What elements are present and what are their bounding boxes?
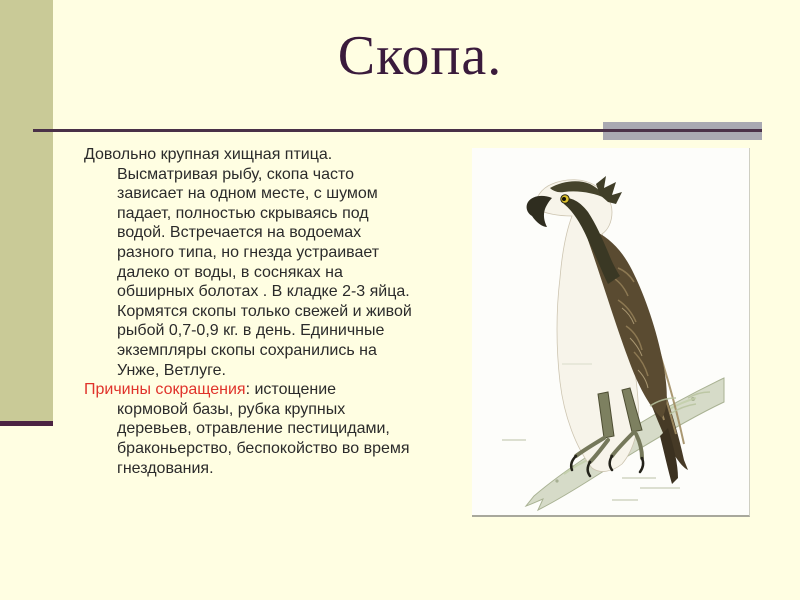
body-line: Унже, Ветлуге. — [117, 361, 226, 379]
body-line: деревьев, отравление пестицидами, — [117, 420, 390, 438]
body-line-causes — [84, 380, 464, 400]
body-line: далеко от воды, в сосняках на — [117, 263, 343, 281]
body-line: Кормятся скопы только свежей и живой — [117, 302, 412, 320]
body-line: водой. Встречается на водоемах — [117, 224, 362, 242]
page-title: Скопа. — [337, 25, 503, 87]
body-text-block — [84, 145, 464, 478]
body-line: Высматривая рыбу, скопа часто — [117, 165, 355, 183]
causes-rest-text: : истощение — [245, 381, 337, 399]
body-line: обширных болотах . В кладке 2-3 яйца. — [117, 283, 410, 301]
body-line: экземпляры скопы сохранились на — [117, 341, 377, 359]
body-line: гнездования. — [117, 459, 214, 477]
osprey-image-frame — [472, 148, 750, 517]
body-line: Довольно крупная хищная птица. — [84, 146, 333, 163]
body-line: разного типа, но гнезда устраивает — [117, 243, 380, 261]
causes-highlight-label: Причины сокращения — [84, 381, 246, 399]
body-line: рыбой 0,7-0,9 кг. в день. Единичные — [117, 322, 385, 340]
title-divider-line — [33, 129, 762, 132]
body-line: падает, полностью скрываясь под — [117, 204, 369, 222]
osprey-bird-illustration-icon — [472, 148, 749, 515]
body-line: зависает на одном месте, с шумом — [117, 185, 378, 203]
body-line: браконьерство, беспокойство во время — [117, 439, 410, 457]
body-line: кормовой базы, рубка крупных — [117, 400, 346, 418]
